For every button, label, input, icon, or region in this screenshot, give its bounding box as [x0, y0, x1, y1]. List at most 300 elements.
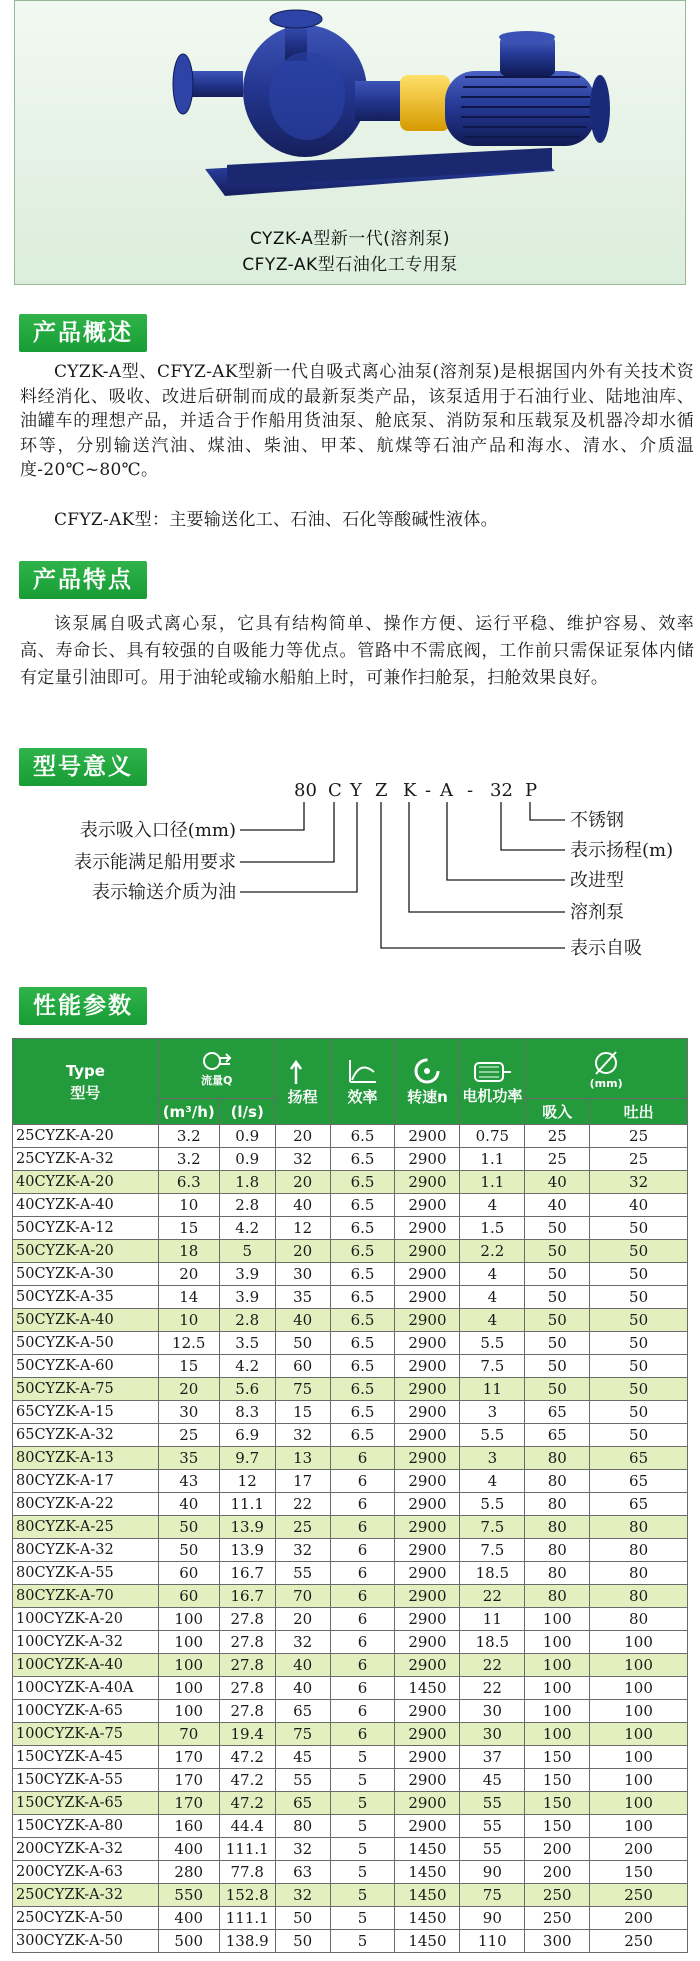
table-cell: 25: [275, 1516, 330, 1539]
table-cell: 2.8: [219, 1309, 275, 1332]
table-cell: 20: [158, 1263, 219, 1286]
table-cell: 5.5: [460, 1332, 525, 1355]
table-cell: 2900: [395, 1401, 460, 1424]
table-row: [13, 1746, 688, 1769]
table-cell: 44.4: [219, 1815, 275, 1838]
table-cell: 100: [525, 1654, 590, 1677]
table-cell: 1450: [395, 1930, 460, 1953]
table-cell: 32: [590, 1171, 688, 1194]
table-cell: 2900: [395, 1516, 460, 1539]
table-cell: 100: [158, 1631, 219, 1654]
table-cell: 100: [158, 1608, 219, 1631]
table-cell: 20: [275, 1608, 330, 1631]
code-dash-2: -: [467, 780, 474, 801]
table-cell: 30: [460, 1723, 525, 1746]
table-cell: 27.8: [219, 1631, 275, 1654]
table-cell: 5: [330, 1792, 395, 1815]
code-a: A: [440, 780, 453, 801]
table-cell: 100: [525, 1723, 590, 1746]
table-cell: 6.5: [330, 1286, 395, 1309]
table-cell: 50: [590, 1240, 688, 1263]
table-cell: 35: [275, 1286, 330, 1309]
table-cell: 27.8: [219, 1700, 275, 1723]
table-cell: 30: [460, 1700, 525, 1723]
table-cell-model: 50CYZK-A-75: [13, 1378, 159, 1401]
table-cell: 2900: [395, 1447, 460, 1470]
table-cell: 90: [460, 1907, 525, 1930]
table-row: [13, 1355, 688, 1378]
table-cell: 16.7: [219, 1562, 275, 1585]
table-cell: 27.8: [219, 1677, 275, 1700]
table-cell: 200: [525, 1861, 590, 1884]
table-cell: 40: [275, 1677, 330, 1700]
table-cell: 75: [275, 1378, 330, 1401]
table-cell: 100: [590, 1631, 688, 1654]
table-cell: 32: [275, 1631, 330, 1654]
table-cell: 65: [590, 1470, 688, 1493]
table-row: [13, 1240, 688, 1263]
table-cell: 18.5: [460, 1562, 525, 1585]
table-cell: 3.2: [158, 1125, 219, 1148]
table-row: [13, 1378, 688, 1401]
table-cell-model: 50CYZK-A-50: [13, 1332, 159, 1355]
table-cell: 4: [460, 1470, 525, 1493]
table-cell: 65: [525, 1424, 590, 1447]
table-cell: 13: [275, 1447, 330, 1470]
table-cell: 15: [158, 1355, 219, 1378]
table-body: [13, 1125, 688, 1953]
table-cell: 100: [590, 1769, 688, 1792]
header-power-label: 电机功率: [462, 1086, 523, 1105]
table-cell: 16.7: [219, 1585, 275, 1608]
table-row: [13, 1884, 688, 1907]
table-cell: 2900: [395, 1723, 460, 1746]
table-cell: 50: [590, 1401, 688, 1424]
table-row: [13, 1631, 688, 1654]
features-paragraph: 该泵属自吸式离心泵，它具有结构简单、操作方便、运行平稳、维护容易、效率高、寿命长、具有较强的自吸能力等优点。管路中不需底阀，工作前只需保证泵体内储有定量引油即可。用于油轮或输水船舶上时，可兼作扫舱泵，扫舱效果良好。: [20, 614, 694, 688]
table-cell: 6: [330, 1677, 395, 1700]
table-cell: 25: [590, 1148, 688, 1171]
model-left-label-3: 表示输送介质为油: [92, 882, 236, 903]
table-cell: 5: [330, 1907, 395, 1930]
table-cell: 6: [330, 1516, 395, 1539]
table-cell: 15: [158, 1217, 219, 1240]
table-cell: 1.8: [219, 1171, 275, 1194]
table-cell: 280: [158, 1861, 219, 1884]
table-cell: 9.7: [219, 1447, 275, 1470]
model-right-label-5: 表示自吸: [570, 938, 642, 959]
header-outlet: 吐出: [590, 1099, 688, 1125]
code-32: 32: [490, 780, 513, 801]
table-cell: 20: [275, 1125, 330, 1148]
table-cell: 6.5: [330, 1332, 395, 1355]
table-cell: 1450: [395, 1677, 460, 1700]
table-cell: 4.2: [219, 1355, 275, 1378]
table-cell: 2.8: [219, 1194, 275, 1217]
table-cell: 50: [590, 1424, 688, 1447]
table-cell: 250: [525, 1884, 590, 1907]
table-cell-model: 250CYZK-A-50: [13, 1907, 159, 1930]
table-cell: 6.5: [330, 1309, 395, 1332]
table-row: [13, 1332, 688, 1355]
table-cell: 6.3: [158, 1171, 219, 1194]
table-cell: 80: [525, 1516, 590, 1539]
table-cell: 1450: [395, 1884, 460, 1907]
table-cell: 17: [275, 1470, 330, 1493]
table-cell: 2900: [395, 1746, 460, 1769]
section-title-features: 产品特点: [19, 561, 147, 599]
table-row: [13, 1907, 688, 1930]
table-cell: 6.9: [219, 1424, 275, 1447]
table-cell: 150: [525, 1746, 590, 1769]
efficiency-curve-icon: [346, 1056, 380, 1086]
table-cell-model: 100CYZK-A-32: [13, 1631, 159, 1654]
table-cell: 7.5: [460, 1539, 525, 1562]
overview-paragraph-1: CYZK-A型、CFYZ-AK型新一代自吸式离心油泵(溶剂泵)是根据国内外有关技术资料经消化、吸收、改进后研制而成的最新泵类产品，该泵适用于石油行业、陆地油库、油罐车的理想产品，并适合于作船用货油泵、舱底泵、消防泵和压载泵及机器冷却水循环等，分别输送汽油、煤油、柴油、甲苯、航煤等石油产品和海水、清水、介质温度-20℃~80℃。: [20, 362, 694, 480]
table-cell: 100: [525, 1700, 590, 1723]
table-cell: 100: [525, 1631, 590, 1654]
table-cell: 3.2: [158, 1148, 219, 1171]
table-cell: 55: [460, 1792, 525, 1815]
header-power: [460, 1039, 525, 1125]
table-cell: 18.5: [460, 1631, 525, 1654]
model-right-label-4: 溶剂泵: [570, 902, 624, 923]
table-cell-model: 100CYZK-A-20: [13, 1608, 159, 1631]
table-cell: 50: [590, 1378, 688, 1401]
code-z: Z: [375, 780, 388, 801]
table-row: [13, 1608, 688, 1631]
table-cell-model: 65CYZK-A-15: [13, 1401, 159, 1424]
table-cell: 50: [275, 1930, 330, 1953]
table-cell: 80: [590, 1516, 688, 1539]
table-cell: 2900: [395, 1562, 460, 1585]
table-cell: 50: [525, 1332, 590, 1355]
table-cell: 65: [275, 1700, 330, 1723]
table-cell: 70: [275, 1585, 330, 1608]
table-cell-model: 50CYZK-A-20: [13, 1240, 159, 1263]
header-type: [13, 1039, 159, 1125]
table-cell: 1450: [395, 1838, 460, 1861]
connector-lines: [240, 802, 565, 948]
table-row: [13, 1700, 688, 1723]
table-cell: 55: [460, 1815, 525, 1838]
table-cell: 77.8: [219, 1861, 275, 1884]
table-cell: 60: [158, 1562, 219, 1585]
table-cell: 6: [330, 1470, 395, 1493]
table-cell: 25: [158, 1424, 219, 1447]
table-cell: 5: [219, 1240, 275, 1263]
table-cell: 30: [275, 1263, 330, 1286]
table-cell: 3: [460, 1447, 525, 1470]
table-cell: 20: [275, 1171, 330, 1194]
table-cell: 0.9: [219, 1148, 275, 1171]
table-cell: 18: [158, 1240, 219, 1263]
table-row: [13, 1815, 688, 1838]
table-cell: 80: [590, 1585, 688, 1608]
header-speed: [395, 1039, 460, 1125]
header-speed-label: 转速n: [407, 1087, 448, 1106]
header-efficiency-label: 效率: [347, 1087, 378, 1106]
table-cell: 100: [158, 1700, 219, 1723]
table-cell: 150: [590, 1861, 688, 1884]
table-cell: 6.5: [330, 1217, 395, 1240]
table-cell: 170: [158, 1769, 219, 1792]
table-cell: 65: [275, 1792, 330, 1815]
table-row: [13, 1769, 688, 1792]
table-cell: 4.2: [219, 1217, 275, 1240]
table-cell: 40: [525, 1194, 590, 1217]
table-cell-model: 150CYZK-A-45: [13, 1746, 159, 1769]
table-cell: 2.2: [460, 1240, 525, 1263]
table-cell-model: 150CYZK-A-80: [13, 1815, 159, 1838]
table-row: [13, 1401, 688, 1424]
table-cell: 4: [460, 1194, 525, 1217]
performance-table: [12, 1038, 688, 1953]
table-cell: 50: [590, 1355, 688, 1378]
table-row: [13, 1286, 688, 1309]
table-cell: 80: [590, 1608, 688, 1631]
table-cell: 1.1: [460, 1171, 525, 1194]
table-cell-model: 25CYZK-A-20: [13, 1125, 159, 1148]
table-row: [13, 1861, 688, 1884]
table-cell: 65: [590, 1493, 688, 1516]
table-cell: 6: [330, 1608, 395, 1631]
table-cell-model: 50CYZK-A-40: [13, 1309, 159, 1332]
table-cell: 111.1: [219, 1907, 275, 1930]
table-cell: 5.5: [460, 1493, 525, 1516]
table-cell-model: 65CYZK-A-32: [13, 1424, 159, 1447]
table-cell: 19.4: [219, 1723, 275, 1746]
code-y: Y: [350, 780, 362, 801]
table-cell: 20: [275, 1240, 330, 1263]
table-cell: 6.5: [330, 1148, 395, 1171]
table-cell: 90: [460, 1861, 525, 1884]
table-cell: 30: [158, 1401, 219, 1424]
table-cell: 40: [158, 1493, 219, 1516]
table-row: [13, 1792, 688, 1815]
header-flow-ls: (l/s): [219, 1099, 275, 1125]
table-cell: 4: [460, 1309, 525, 1332]
table-row: [13, 1194, 688, 1217]
table-cell: 50: [525, 1355, 590, 1378]
table-cell: 150: [525, 1769, 590, 1792]
table-cell: 45: [460, 1769, 525, 1792]
table-cell-model: 50CYZK-A-30: [13, 1263, 159, 1286]
table-cell: 100: [590, 1746, 688, 1769]
table-row: [13, 1470, 688, 1493]
table-cell: 22: [275, 1493, 330, 1516]
table-cell: 80: [275, 1815, 330, 1838]
table-cell-model: 200CYZK-A-32: [13, 1838, 159, 1861]
table-cell: 6: [330, 1447, 395, 1470]
table-cell: 3.9: [219, 1263, 275, 1286]
table-cell: 10: [158, 1194, 219, 1217]
table-cell: 11.1: [219, 1493, 275, 1516]
table-cell: 13.9: [219, 1539, 275, 1562]
table-cell: 32: [275, 1424, 330, 1447]
section-title-overview: 产品概述: [19, 314, 147, 352]
table-row: [13, 1447, 688, 1470]
table-cell: 2900: [395, 1240, 460, 1263]
header-diameter-unit: (mm): [589, 1076, 623, 1090]
table-cell: 60: [275, 1355, 330, 1378]
table-cell-model: 300CYZK-A-50: [13, 1930, 159, 1953]
table-cell-model: 150CYZK-A-55: [13, 1769, 159, 1792]
table-cell: 65: [590, 1447, 688, 1470]
table-cell: 3.5: [219, 1332, 275, 1355]
table-cell: 35: [158, 1447, 219, 1470]
table-cell: 13.9: [219, 1516, 275, 1539]
table-cell: 70: [158, 1723, 219, 1746]
table-cell: 100: [525, 1677, 590, 1700]
table-cell: 25: [525, 1125, 590, 1148]
model-right-label-2: 表示扬程(m): [570, 840, 674, 861]
table-cell: 250: [590, 1930, 688, 1953]
table-cell: 2900: [395, 1769, 460, 1792]
table-cell: 1450: [395, 1907, 460, 1930]
table-cell: 6: [330, 1562, 395, 1585]
table-cell: 152.8: [219, 1884, 275, 1907]
product-image-panel: [14, 0, 686, 285]
table-row: [13, 1217, 688, 1240]
table-cell: 550: [158, 1884, 219, 1907]
table-cell: 100: [590, 1677, 688, 1700]
table-cell: 200: [590, 1838, 688, 1861]
table-cell: 111.1: [219, 1838, 275, 1861]
table-cell: 50: [525, 1378, 590, 1401]
table-cell: 40: [275, 1194, 330, 1217]
table-cell: 6: [330, 1654, 395, 1677]
table-cell: 2900: [395, 1286, 460, 1309]
table-cell: 50: [158, 1516, 219, 1539]
table-cell: 2900: [395, 1194, 460, 1217]
header-flow-label: 流量Q: [201, 1073, 233, 1087]
table-cell: 500: [158, 1930, 219, 1953]
table-cell: 43: [158, 1470, 219, 1493]
table-cell: 400: [158, 1838, 219, 1861]
table-cell: 6: [330, 1539, 395, 1562]
table-cell: 50: [525, 1240, 590, 1263]
table-cell: 47.2: [219, 1769, 275, 1792]
model-designation-diagram: [0, 760, 700, 960]
code-80: 80: [294, 780, 317, 801]
table-cell: 2900: [395, 1700, 460, 1723]
table-cell: 60: [158, 1585, 219, 1608]
table-cell: 3: [460, 1401, 525, 1424]
code-dash-1: -: [425, 780, 432, 801]
table-cell: 47.2: [219, 1792, 275, 1815]
table-cell: 200: [590, 1907, 688, 1930]
table-row: [13, 1263, 688, 1286]
code-c: C: [328, 780, 342, 801]
table-cell: 8.3: [219, 1401, 275, 1424]
table-cell: 6.5: [330, 1263, 395, 1286]
table-cell: 65: [525, 1401, 590, 1424]
table-cell: 110: [460, 1930, 525, 1953]
table-cell: 4: [460, 1263, 525, 1286]
table-cell: 80: [525, 1539, 590, 1562]
model-left-label-2: 表示能满足船用要求: [74, 852, 236, 873]
table-cell: 5: [330, 1884, 395, 1907]
table-cell: 2900: [395, 1424, 460, 1447]
table-row: [13, 1539, 688, 1562]
table-cell: 80: [590, 1562, 688, 1585]
table-cell: 22: [460, 1654, 525, 1677]
product-caption-2: CFYZ-AK型石油化工专用泵: [242, 255, 458, 275]
table-cell: 1450: [395, 1861, 460, 1884]
table-cell-model: 100CYZK-A-40: [13, 1654, 159, 1677]
table-cell: 6.5: [330, 1401, 395, 1424]
table-cell: 4: [460, 1286, 525, 1309]
table-cell-model: 150CYZK-A-65: [13, 1792, 159, 1815]
table-cell: 2900: [395, 1631, 460, 1654]
table-cell: 150: [525, 1815, 590, 1838]
table-row: [13, 1516, 688, 1539]
table-row: [13, 1148, 688, 1171]
table-cell: 12.5: [158, 1332, 219, 1355]
table-cell: 5: [330, 1815, 395, 1838]
table-row: [13, 1309, 688, 1332]
table-cell-model: 80CYZK-A-22: [13, 1493, 159, 1516]
table-cell-model: 80CYZK-A-55: [13, 1562, 159, 1585]
table-cell: 6: [330, 1631, 395, 1654]
table-row: [13, 1562, 688, 1585]
table-cell: 5: [330, 1838, 395, 1861]
table-cell: 160: [158, 1815, 219, 1838]
table-cell: 7.5: [460, 1516, 525, 1539]
table-cell: 0.9: [219, 1125, 275, 1148]
motor-icon: [471, 1057, 513, 1085]
table-cell-model: 250CYZK-A-32: [13, 1884, 159, 1907]
table-cell: 32: [275, 1838, 330, 1861]
table-row: [13, 1930, 688, 1953]
table-cell: 1.5: [460, 1217, 525, 1240]
speed-rotation-icon: [411, 1056, 443, 1086]
table-cell: 80: [525, 1493, 590, 1516]
table-cell: 400: [158, 1907, 219, 1930]
table-cell: 50: [275, 1907, 330, 1930]
table-cell: 7.5: [460, 1355, 525, 1378]
table-cell: 50: [590, 1309, 688, 1332]
table-cell: 6: [330, 1700, 395, 1723]
table-cell: 22: [460, 1585, 525, 1608]
table-cell: 2900: [395, 1355, 460, 1378]
table-cell: 55: [275, 1769, 330, 1792]
table-cell: 80: [590, 1539, 688, 1562]
table-cell: 138.9: [219, 1930, 275, 1953]
table-cell: 2900: [395, 1309, 460, 1332]
table-cell-model: 50CYZK-A-12: [13, 1217, 159, 1240]
table-cell: 50: [525, 1263, 590, 1286]
table-row: [13, 1125, 688, 1148]
overview-paragraph-2: CFYZ-AK型：主要输送化工、石油、石化等酸碱性液体。: [54, 510, 498, 530]
table-cell: 100: [590, 1654, 688, 1677]
table-cell: 27.8: [219, 1654, 275, 1677]
table-cell-model: 80CYZK-A-13: [13, 1447, 159, 1470]
pump-illustration: [15, 1, 687, 226]
header-diameter: [525, 1039, 688, 1099]
table-cell: 2900: [395, 1585, 460, 1608]
flow-icon: [200, 1050, 234, 1074]
table-cell: 6.5: [330, 1125, 395, 1148]
table-cell: 100: [158, 1654, 219, 1677]
table-cell: 100: [590, 1815, 688, 1838]
table-cell: 40: [525, 1171, 590, 1194]
table-row: [13, 1723, 688, 1746]
table-cell: 2900: [395, 1263, 460, 1286]
table-cell: 50: [158, 1539, 219, 1562]
table-row: [13, 1677, 688, 1700]
